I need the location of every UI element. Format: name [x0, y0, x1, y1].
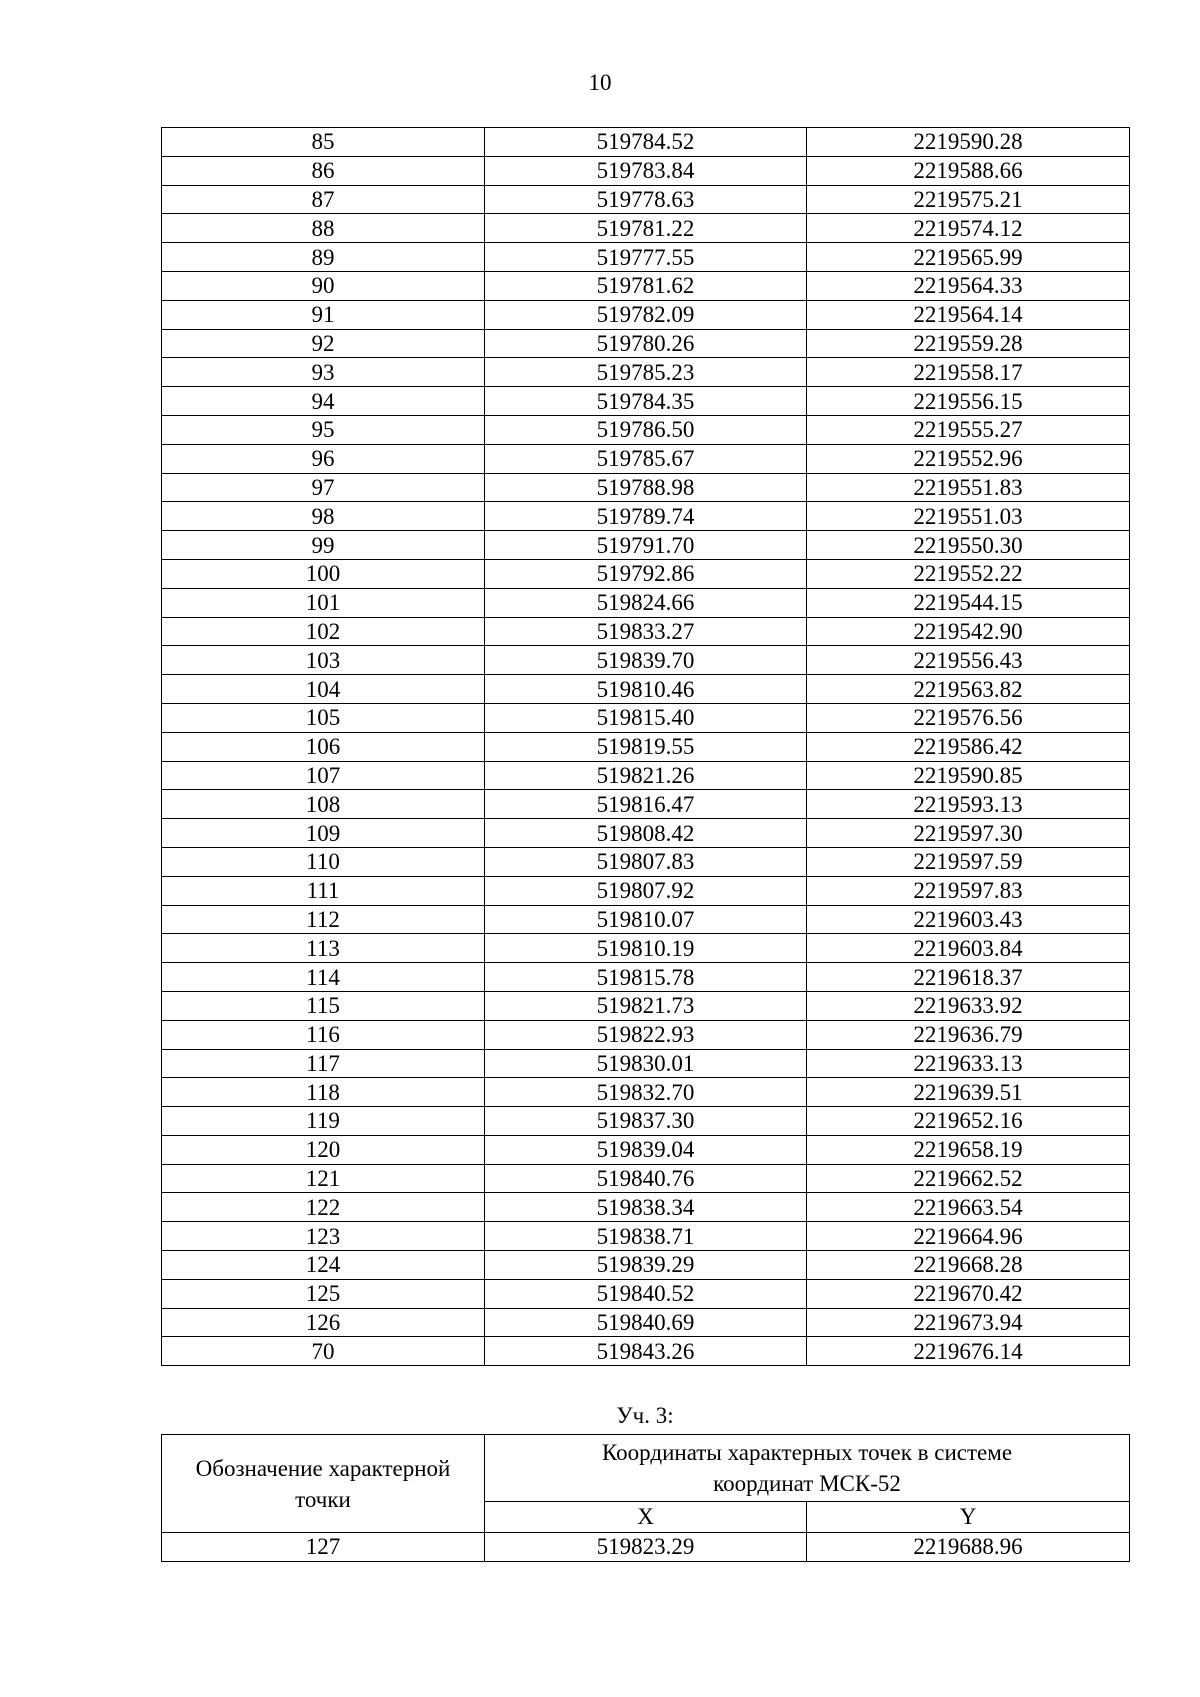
y-coordinate-cell: 2219597.30: [807, 819, 1130, 848]
header-coords-label: [485, 1435, 1130, 1502]
header-point-label-text: Обозначение характерной точки: [195, 1455, 451, 1512]
x-coordinate-cell: 519784.52: [485, 128, 807, 157]
point-number-cell: 123: [162, 1222, 485, 1251]
point-number-cell: 126: [162, 1308, 485, 1337]
y-coordinate-cell: 2219597.83: [807, 876, 1130, 905]
point-number-cell: 70: [162, 1337, 485, 1366]
point-number-cell: 92: [162, 329, 485, 358]
point-number-cell: 102: [162, 617, 485, 646]
point-number-cell: 93: [162, 358, 485, 387]
x-coordinate-cell: 519840.69: [485, 1308, 807, 1337]
table-row: [162, 185, 1130, 214]
y-coordinate-cell: 2219664.96: [807, 1222, 1130, 1251]
point-number-cell: 112: [162, 905, 485, 934]
point-number-cell: 115: [162, 991, 485, 1020]
x-coordinate-cell: 519838.71: [485, 1222, 807, 1251]
x-coordinate-cell: 519792.86: [485, 559, 807, 588]
table-row: [162, 502, 1130, 531]
x-coordinate-cell: 519815.40: [485, 703, 807, 732]
x-coordinate-cell: 519808.42: [485, 819, 807, 848]
x-coordinate-cell: 519777.55: [485, 243, 807, 272]
table-row: [162, 1533, 1130, 1562]
y-coordinate-cell: 2219552.96: [807, 444, 1130, 473]
x-coordinate-cell: 519789.74: [485, 502, 807, 531]
table-row: [162, 1107, 1130, 1136]
table-row: [162, 847, 1130, 876]
table-row: [162, 559, 1130, 588]
x-coordinate-cell: 519822.93: [485, 1020, 807, 1049]
x-coordinate-cell: 519810.46: [485, 675, 807, 704]
table-row: [162, 617, 1130, 646]
point-number-cell: 120: [162, 1135, 485, 1164]
point-number-cell: 88: [162, 214, 485, 243]
table-row: [162, 473, 1130, 502]
page-number: 10: [588, 70, 612, 95]
point-number-cell: 98: [162, 502, 485, 531]
point-number-cell: 119: [162, 1107, 485, 1136]
point-number-cell: 91: [162, 300, 485, 329]
x-coordinate-cell: 519816.47: [485, 790, 807, 819]
table-row: [162, 1049, 1130, 1078]
y-coordinate-cell: 2219668.28: [807, 1251, 1130, 1280]
point-number-cell: 100: [162, 559, 485, 588]
x-coordinate-cell: 519823.29: [485, 1533, 807, 1562]
x-coordinate-cell: 519810.19: [485, 934, 807, 963]
x-coordinate-cell: 519815.78: [485, 963, 807, 992]
table-row: [162, 905, 1130, 934]
point-number-cell: 127: [162, 1533, 485, 1562]
point-number-cell: 116: [162, 1020, 485, 1049]
table-row: [162, 329, 1130, 358]
x-coordinate-cell: 519807.92: [485, 876, 807, 905]
x-coordinate-cell: 519781.22: [485, 214, 807, 243]
point-number-cell: 87: [162, 185, 485, 214]
section3-header-row: [162, 1435, 1130, 1502]
table-row: [162, 531, 1130, 560]
header-coords-label-line1: Координаты характерных точек в системе: [601, 1440, 1013, 1465]
table-row: [162, 1337, 1130, 1366]
y-coordinate-cell: 2219550.30: [807, 531, 1130, 560]
x-coordinate-cell: 519824.66: [485, 588, 807, 617]
point-number-cell: 94: [162, 387, 485, 416]
y-coordinate-cell: 2219574.12: [807, 214, 1130, 243]
y-coordinate-cell: 2219586.42: [807, 732, 1130, 761]
point-number-cell: 113: [162, 934, 485, 963]
x-coordinate-cell: 519785.23: [485, 358, 807, 387]
table-row: [162, 761, 1130, 790]
table-row: [162, 675, 1130, 704]
table-row: [162, 963, 1130, 992]
y-coordinate-cell: 2219639.51: [807, 1078, 1130, 1107]
y-coordinate-cell: 2219558.17: [807, 358, 1130, 387]
x-coordinate-cell: 519781.62: [485, 271, 807, 300]
table-row: [162, 444, 1130, 473]
table-row: [162, 214, 1130, 243]
table-row: [162, 415, 1130, 444]
x-coordinate-cell: 519843.26: [485, 1337, 807, 1366]
y-coordinate-cell: 2219590.28: [807, 128, 1130, 157]
y-coordinate-cell: 2219551.83: [807, 473, 1130, 502]
coordinates-table-body: [162, 128, 1130, 1366]
y-coordinate-cell: 2219563.82: [807, 675, 1130, 704]
table-row: [162, 819, 1130, 848]
point-number-cell: 103: [162, 646, 485, 675]
table-row: [162, 1078, 1130, 1107]
x-coordinate-cell: 519839.29: [485, 1251, 807, 1280]
y-coordinate-cell: 2219662.52: [807, 1164, 1130, 1193]
y-coordinate-cell: 2219564.33: [807, 271, 1130, 300]
table-row: [162, 1279, 1130, 1308]
y-coordinate-cell: 2219565.99: [807, 243, 1130, 272]
x-coordinate-cell: 519830.01: [485, 1049, 807, 1078]
y-coordinate-cell: 2219633.92: [807, 991, 1130, 1020]
y-coordinate-cell: 2219673.94: [807, 1308, 1130, 1337]
point-number-cell: 90: [162, 271, 485, 300]
section-title: Уч. 3:: [616, 1403, 674, 1428]
table-row: [162, 358, 1130, 387]
x-coordinate-cell: 519839.04: [485, 1135, 807, 1164]
y-coordinate-cell: 2219556.15: [807, 387, 1130, 416]
point-number-cell: 101: [162, 588, 485, 617]
x-coordinate-cell: 519791.70: [485, 531, 807, 560]
y-coordinate-cell: 2219663.54: [807, 1193, 1130, 1222]
table-row: [162, 1020, 1130, 1049]
y-coordinate-cell: 2219633.13: [807, 1049, 1130, 1078]
coordinates-table: [161, 127, 1130, 1366]
x-coordinate-cell: 519785.67: [485, 444, 807, 473]
table-row: [162, 1193, 1130, 1222]
point-number-cell: 105: [162, 703, 485, 732]
point-number-cell: 111: [162, 876, 485, 905]
x-coordinate-cell: 519821.73: [485, 991, 807, 1020]
table-row: [162, 387, 1130, 416]
point-number-cell: 122: [162, 1193, 485, 1222]
y-coordinate-cell: 2219542.90: [807, 617, 1130, 646]
x-coordinate-cell: 519837.30: [485, 1107, 807, 1136]
point-number-cell: 95: [162, 415, 485, 444]
x-coordinate-cell: 519838.34: [485, 1193, 807, 1222]
table-row: [162, 1135, 1130, 1164]
table-row: [162, 703, 1130, 732]
table-row: [162, 271, 1130, 300]
point-number-cell: 121: [162, 1164, 485, 1193]
table-row: [162, 732, 1130, 761]
x-coordinate-cell: 519784.35: [485, 387, 807, 416]
x-coordinate-cell: 519840.52: [485, 1279, 807, 1308]
x-coordinate-cell: 519840.76: [485, 1164, 807, 1193]
table-row: [162, 300, 1130, 329]
point-number-cell: 99: [162, 531, 485, 560]
table-row: [162, 646, 1130, 675]
x-coordinate-cell: 519786.50: [485, 415, 807, 444]
x-coordinate-cell: 519819.55: [485, 732, 807, 761]
table-row: [162, 934, 1130, 963]
y-coordinate-cell: 2219652.16: [807, 1107, 1130, 1136]
header-coords-label-line2: координат МСК-52: [713, 1471, 901, 1496]
y-coordinate-cell: 2219597.59: [807, 847, 1130, 876]
y-coordinate-cell: 2219544.15: [807, 588, 1130, 617]
point-number-cell: 96: [162, 444, 485, 473]
y-coordinate-cell: 2219658.19: [807, 1135, 1130, 1164]
x-coordinate-cell: 519778.63: [485, 185, 807, 214]
point-number-cell: 118: [162, 1078, 485, 1107]
y-coordinate-cell: 2219555.27: [807, 415, 1130, 444]
y-coordinate-cell: 2219636.79: [807, 1020, 1130, 1049]
y-coordinate-cell: 2219551.03: [807, 502, 1130, 531]
table-row: [162, 128, 1130, 157]
table-row: [162, 876, 1130, 905]
table-row: [162, 156, 1130, 185]
section3-table: [161, 1434, 1130, 1562]
y-coordinate-cell: 2219564.14: [807, 300, 1130, 329]
table-row: [162, 1164, 1130, 1193]
x-coordinate-cell: 519782.09: [485, 300, 807, 329]
y-coordinate-cell: 2219670.42: [807, 1279, 1130, 1308]
x-coordinate-cell: 519821.26: [485, 761, 807, 790]
table-row: [162, 243, 1130, 272]
y-coordinate-cell: 2219676.14: [807, 1337, 1130, 1366]
point-number-cell: 117: [162, 1049, 485, 1078]
point-number-cell: 124: [162, 1251, 485, 1280]
x-coordinate-cell: 519783.84: [485, 156, 807, 185]
point-number-cell: 106: [162, 732, 485, 761]
table-row: [162, 1308, 1130, 1337]
point-number-cell: 108: [162, 790, 485, 819]
point-number-cell: 104: [162, 675, 485, 704]
y-coordinate-cell: 2219552.22: [807, 559, 1130, 588]
table-row: [162, 1222, 1130, 1251]
y-coordinate-cell: 2219556.43: [807, 646, 1130, 675]
y-coordinate-cell: 2219603.84: [807, 934, 1130, 963]
point-number-cell: 110: [162, 847, 485, 876]
x-coordinate-cell: 519810.07: [485, 905, 807, 934]
point-number-cell: 89: [162, 243, 485, 272]
x-coordinate-cell: 519780.26: [485, 329, 807, 358]
x-coordinate-cell: 519833.27: [485, 617, 807, 646]
x-coordinate-cell: 519832.70: [485, 1078, 807, 1107]
y-coordinate-cell: 2219559.28: [807, 329, 1130, 358]
table-row: [162, 790, 1130, 819]
point-number-cell: 86: [162, 156, 485, 185]
y-coordinate-cell: 2219575.21: [807, 185, 1130, 214]
y-coordinate-cell: 2219588.66: [807, 156, 1130, 185]
header-x: X: [485, 1502, 807, 1533]
table-row: [162, 991, 1130, 1020]
y-coordinate-cell: 2219590.85: [807, 761, 1130, 790]
point-number-cell: 109: [162, 819, 485, 848]
x-coordinate-cell: 519839.70: [485, 646, 807, 675]
y-coordinate-cell: 2219688.96: [807, 1533, 1130, 1562]
y-coordinate-cell: 2219576.56: [807, 703, 1130, 732]
point-number-cell: 85: [162, 128, 485, 157]
table-row: [162, 588, 1130, 617]
point-number-cell: 114: [162, 963, 485, 992]
point-number-cell: 97: [162, 473, 485, 502]
point-number-cell: 125: [162, 1279, 485, 1308]
header-y: Y: [807, 1502, 1130, 1533]
table-row: [162, 1251, 1130, 1280]
section3-table-body: [162, 1533, 1130, 1562]
y-coordinate-cell: 2219618.37: [807, 963, 1130, 992]
y-coordinate-cell: 2219603.43: [807, 905, 1130, 934]
header-point-label: [162, 1435, 485, 1533]
y-coordinate-cell: 2219593.13: [807, 790, 1130, 819]
x-coordinate-cell: 519807.83: [485, 847, 807, 876]
x-coordinate-cell: 519788.98: [485, 473, 807, 502]
point-number-cell: 107: [162, 761, 485, 790]
